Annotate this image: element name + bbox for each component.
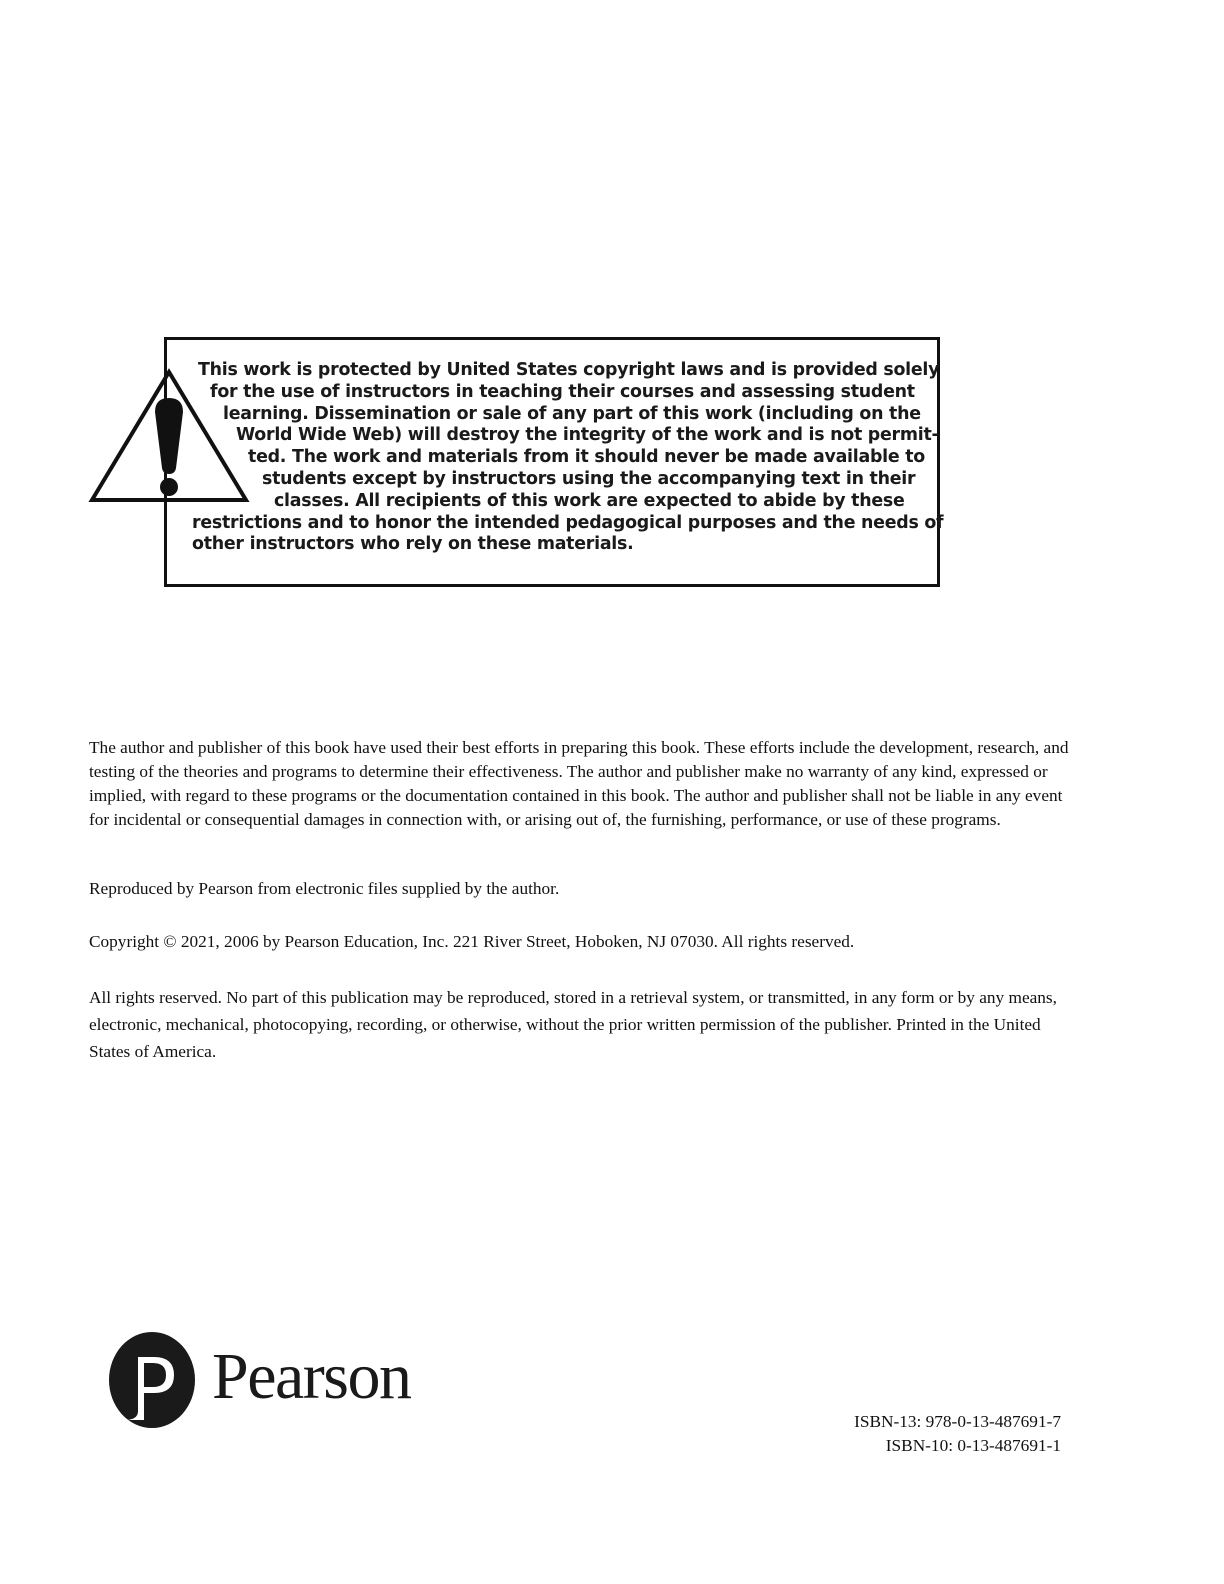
pearson-logo-icon [108,1331,196,1429]
warning-line: restrictions and to honor the intended pedagogical purposes and the needs of [192,512,944,533]
warning-line: ted. The work and materials from it should never be made available to [248,447,925,468]
disclaimer-paragraph: The author and publisher of this book have used their best efforts in preparing this book. These efforts include the development, research, and testing of the theories and programs to determine their effectiveness. The author and publisher make no warranty of any kind, expressed or implied, with regard to these programs or the documentation contained in this book. The author and publisher shall not be liable in any event for incidental or consequential damages in connection with, or arising out of, the furnishing, performance, or use of these programs. [89,738,1069,829]
warning-line: other instructors who rely on these materials. [192,534,634,555]
rights-paragraph: All rights reserved. No part of this publication may be reproduced, stored in a retrieval system, or transmitted, in any form or by any means, electronic, mechanical, photocopying, recording, or otherwise, without the prior written permission of the publisher. Printed in the United States of America. [89,988,1057,1061]
isbn-10: ISBN-10: 0-13-487691-1 [885,1436,1061,1455]
warning-line: for the use of instructors in teaching their courses and assessing student [210,381,915,402]
warning-line: World Wide Web) will destroy the integrity of the work and is not permit- [236,425,939,446]
warning-line: classes. All recipients of this work are expected to abide by these [274,490,905,511]
warning-line: This work is protected by United States copyright laws and is provided solely [198,360,940,380]
isbn-13: ISBN-13: 978-0-13-487691-7 [854,1412,1061,1431]
warning-line: learning. Dissemination or sale of any part of this work (including on the [223,403,921,424]
warning-line: students except by instructors using the accompanying text in their [262,468,916,489]
pearson-logo [108,1330,438,1430]
copyright-warning-text [190,360,944,556]
reproduced-paragraph: Reproduced by Pearson from electronic files supplied by the author. [89,879,560,898]
isbn-block [854,1410,1061,1458]
copyright-paragraph: Copyright © 2021, 2006 by Pearson Education, Inc. 221 River Street, Hoboken, NJ 07030. All rights reserved. [89,932,855,951]
pearson-wordmark: Pearson [212,1340,411,1413]
